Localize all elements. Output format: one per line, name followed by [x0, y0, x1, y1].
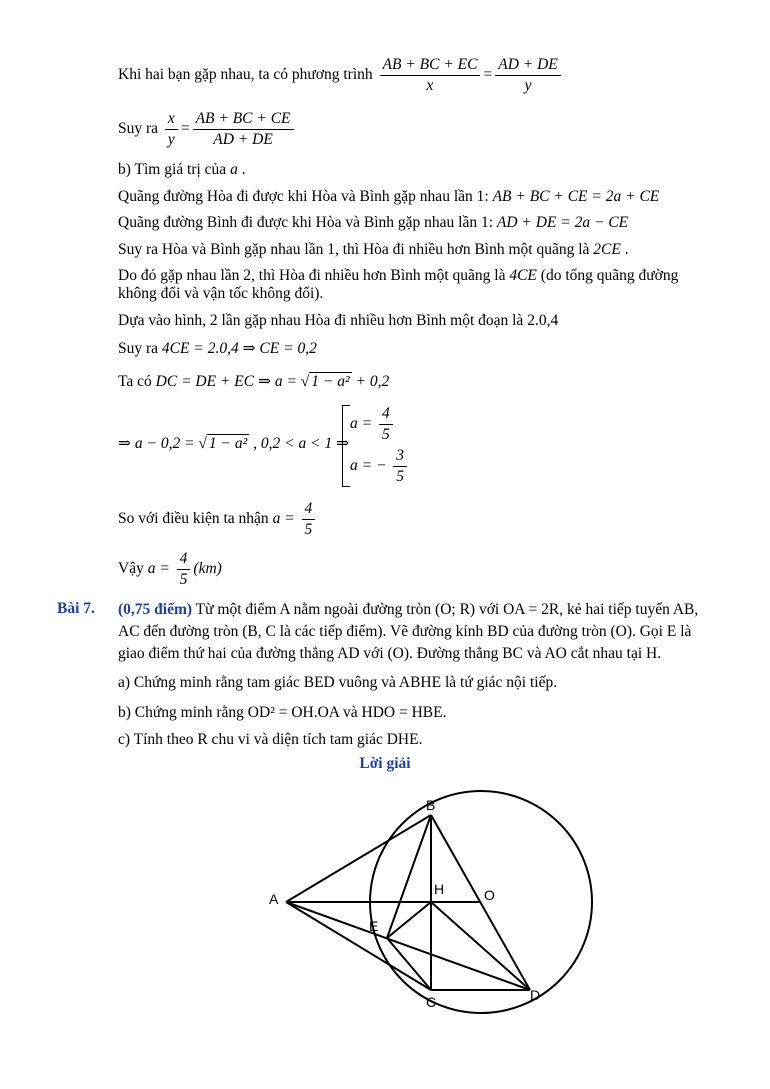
meet-equation-text: Khi hai bạn gặp nhau, ta có phương trình — [118, 66, 373, 84]
ratio-line: Suy ra $\frac{x}{y}$ = $\frac{AB + BC + CE}{AD + DE}$ — [118, 110, 297, 149]
label-h: H — [434, 881, 445, 897]
dc-equation-line: Ta có DC = DE + EC ⇒ a = √ 1 − a² + 0,2 — [118, 373, 390, 390]
case-two: a = − $\frac{3}{5}$ — [350, 447, 410, 486]
first-meet-line: Suy ra Hòa và Bình gặp nhau lần 1, thì Hòa đi nhiều hơn Bình một quãng là 2CE . — [118, 241, 629, 258]
accept-line: So với điều kiện ta nhận a = $\frac{4}{5}$ — [118, 500, 318, 539]
second-meet-line: Do đó gặp nhau lần 2, thì Hòa đi nhiều hơn Bình một quãng là 4CE (do tổng quãng đường — [118, 267, 679, 284]
label-o: O — [484, 887, 495, 903]
part-b-heading: b) Tìm giá trị của a . — [118, 161, 246, 178]
tangent-ab — [286, 815, 431, 902]
binh-distance-line: Quãng đường Bình đi được khi Hòa và Bình gặp nhau lần 1: AD + DE = 2a − CE — [118, 214, 629, 231]
problem-points: (0,75 điểm) — [118, 601, 193, 618]
segment-hd — [431, 902, 530, 990]
problem-line-1: (0,75 điểm) Từ một điểm A nằm ngoài đường tròn (O; R) với OA = 2R, kẻ hai tiếp tuyến AB, — [118, 601, 699, 618]
ce-value-line: Suy ra 4CE = 2.0,4 ⇒ CE = 0,2 — [118, 340, 317, 357]
meet-equation-line: Khi hai bạn gặp nhau, ta có phương trình $\frac{AB + BC + EC}{x}$ = $\frac{AD + DE}{y}$ — [118, 56, 564, 95]
second-meet-line-cont: không đổi và vận tốc không đổi). — [118, 285, 324, 302]
solution-heading: Lời giải — [359, 755, 411, 772]
fraction-paths: $\frac{AB + BC + CE}{AD + DE}$ — [193, 110, 294, 149]
figure-reading-line: Dựa vào hình, 2 lần gặp nhau Hòa đi nhiều hơn Bình một đoạn là 2.0,4 — [118, 312, 559, 329]
label-c: C — [426, 994, 437, 1010]
label-d: D — [530, 987, 541, 1003]
problem-line-2: AC đến đường tròn (B, C là các tiếp điểm). Vẽ đường kính BD của đường tròn (O). Gọi E là — [118, 623, 692, 640]
label-a: A — [269, 891, 279, 907]
fraction-xy: $\frac{x}{y}$ — [165, 110, 178, 149]
hoa-distance-line: Quãng đường Hòa đi được khi Hòa và Bình gặp nhau lần 1: AB + BC + CE = 2a + CE — [118, 188, 660, 205]
case-one: a = $\frac{4}{5}$ — [350, 405, 396, 444]
problem-label: Bài 7. — [57, 600, 95, 617]
question-c: c) Tính theo R chu vi và diện tích tam giác DHE. — [118, 731, 423, 748]
question-a: a) Chứng minh rằng tam giác BED vuông và ABHE là tứ giác nội tiếp. — [118, 674, 558, 691]
fraction-right: $\frac{AD + DE}{y}$ — [495, 56, 561, 95]
conclusion-line: Vậy a = $\frac{4}{5}$ (km) — [118, 550, 222, 588]
label-b: B — [426, 797, 436, 813]
label-e: E — [369, 918, 379, 934]
solve-line: ⇒ a − 0,2 = √ 1 − a² , 0,2 < a < 1 ⇒ — [118, 435, 350, 452]
question-b: b) Chứng minh rằng OD² = OH.OA và HDO = HBE. — [118, 704, 447, 721]
fraction-left: $\frac{AB + BC + EC}{x}$ — [380, 56, 481, 95]
problem-line-3: giao điểm thứ hai của đường thẳng AD với (O). Đường thẳng BC và AO cắt nhau tại H. — [118, 645, 662, 662]
